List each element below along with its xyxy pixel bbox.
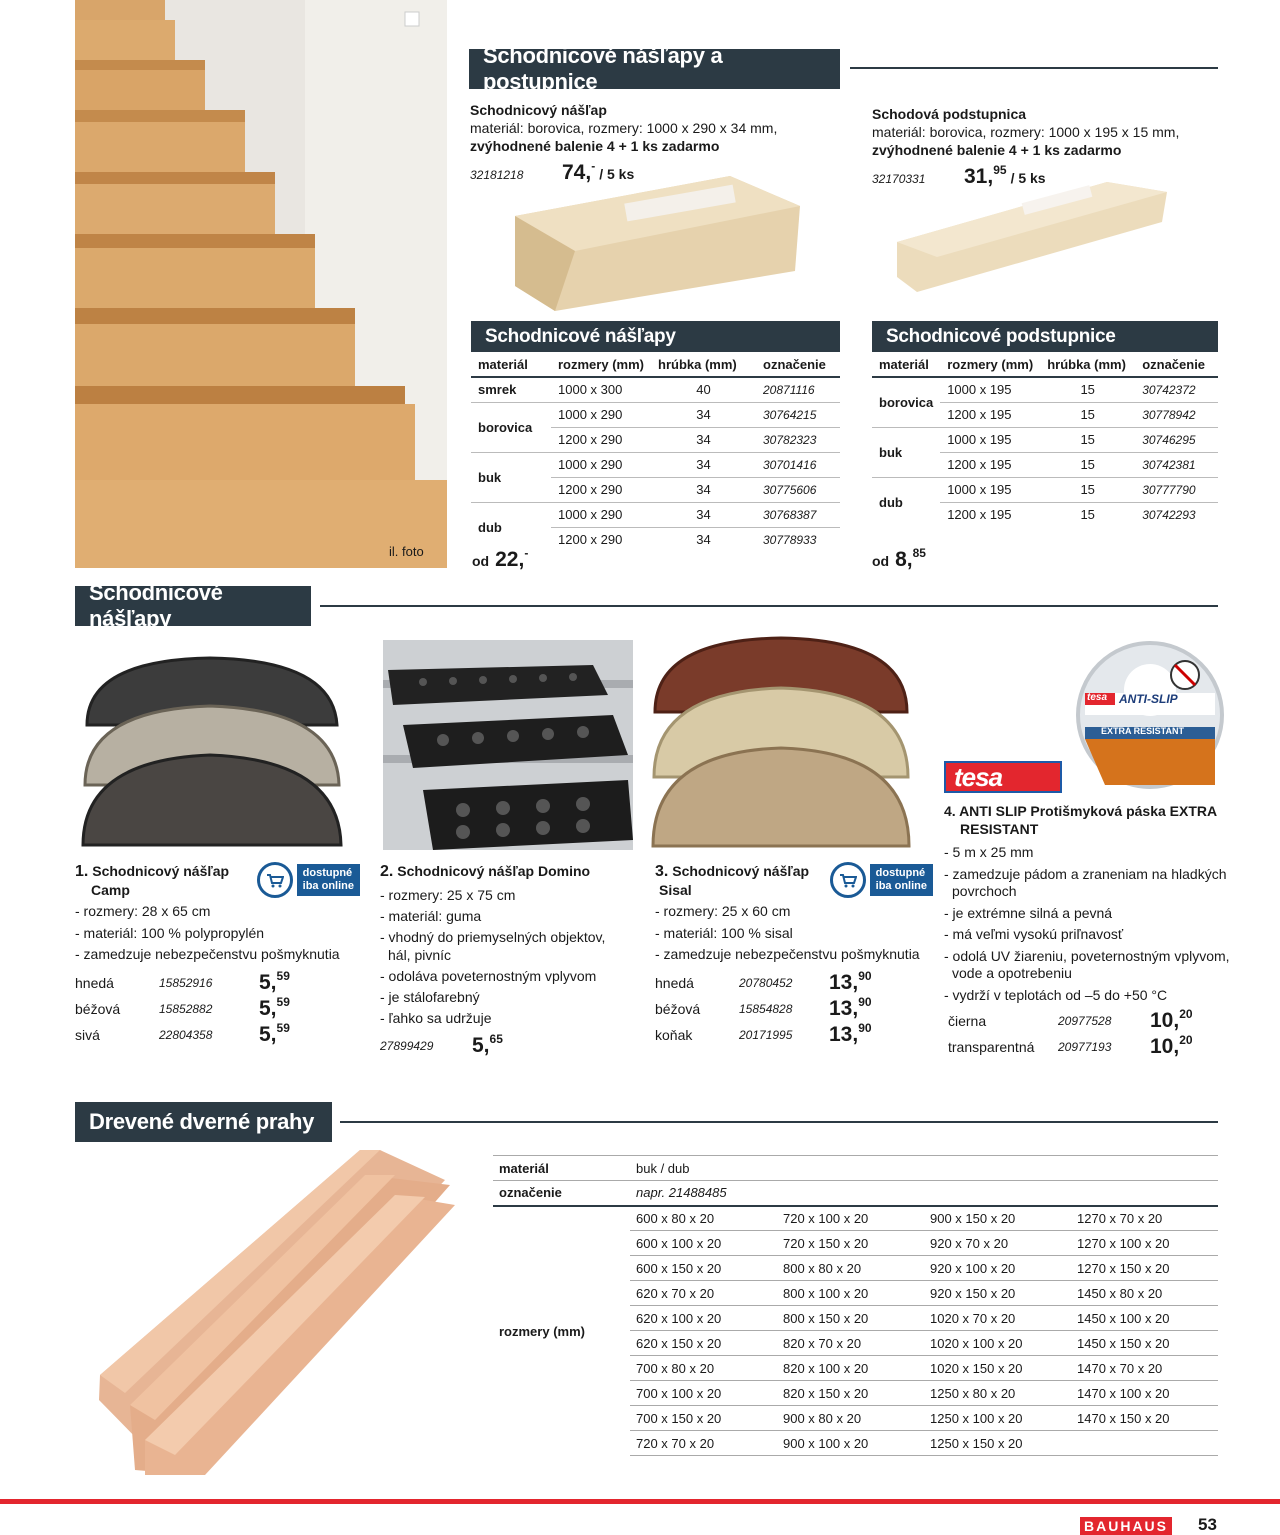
table-b-from-price: od 8,85	[872, 546, 926, 571]
product-tesa-tape: 4. ANTI SLIP Protišmyková páska EXTRA RESISTANT - 5 m x 25 mm - zamedzuje pádom a zraneniam na hladkých povrchoch - je extrémne silná a pevná - má veľmi vysokú priľnavosť - odolá UV žiareniu, poveternostným vplyvom, vode a opotrebeniu - vydrží v teplotách od –5 do +50 °C čierna 20977528 10,20 transparentná 20977193 10,20	[944, 803, 1230, 1058]
section2-rule	[320, 605, 1218, 607]
product-name: Schodnicový nášľap	[470, 102, 607, 118]
product-domino: 2. Schodnicový nášľap Domino - rozmery: 25 x 75 cm - materiál: guma - vhodný do priemyselných objektov, hál, pivníc - odoláva poveternostným vplyvom - je stálofarebný - ľahko sa udržuje 27899429 5,65	[380, 863, 606, 1057]
product-stair-tread	[470, 101, 850, 185]
tesa-logo-text: tesa	[954, 761, 1003, 792]
door-threshold-image	[95, 1145, 460, 1480]
online-badge: dostupné iba online	[830, 862, 933, 898]
product-name: Schodová podstupnica	[872, 106, 1027, 122]
table-a-title: Schodnicové nášľapy	[471, 321, 840, 352]
pack-brand: tesa	[1087, 692, 1108, 703]
section1-title: Schodnicové nášľapy a postupnice	[469, 49, 840, 89]
product-price: 31,95	[964, 163, 1007, 188]
cart-icon	[257, 862, 293, 898]
stair-tread-image	[515, 176, 800, 311]
table-b-title: Schodnicové podstupnice	[872, 321, 1218, 352]
page-number: 53	[1198, 1515, 1217, 1534]
section3-title: Drevené dverné prahy	[75, 1102, 332, 1142]
sisal-mats-image	[650, 632, 912, 850]
product-unit: / 5 ks	[1010, 170, 1046, 186]
product-desc: materiál: borovica, rozmery: 1000 x 290 x 34 mm,	[470, 120, 778, 136]
bauhaus-logo: BAUHAUS	[1080, 1517, 1172, 1535]
online-badge: dostupné iba online	[257, 862, 360, 898]
section1-rule	[850, 67, 1218, 69]
section3-rule	[340, 1121, 1218, 1123]
stairs-photo	[75, 0, 447, 568]
product-offer: zvýhodnené balenie 4 + 1 ks zadarmo	[470, 138, 720, 154]
product-sisal: 3. Schodnicový nášľap Sisal dostupné iba online - rozmery: 25 x 60 cm - materiál: 100 % sisal - zamedzuje nebezpečenstvu pošmyknutia hnedá 20780452 13,90 béžová 15854828 13,90 koňak 20171995 13,90	[655, 862, 925, 1048]
table-a-from-price: od 22,-	[472, 546, 529, 571]
photo-note: il. foto	[389, 544, 424, 559]
product-desc: materiál: borovica, rozmery: 1000 x 195 x 15 mm,	[872, 124, 1180, 140]
table-b: materiál rozmery (mm) hrúbka (mm) označenie borovica 1000 x 195 15 30742372 1200 x 195 15 30778942 buk 1000 x 195 15 30746295 1200 x 195 15 30742381 dub 1000 x 195 15 30777790 1200 x 195 15 30742293	[872, 352, 1218, 527]
riser-image	[897, 182, 1167, 292]
product-code: 32181218	[470, 168, 524, 182]
camp-mats-image	[75, 640, 345, 850]
pack-title: ANTI-SLIP	[1119, 692, 1178, 706]
tesa-tape-image	[1075, 635, 1225, 795]
product-riser	[872, 105, 1222, 189]
cart-icon	[830, 862, 866, 898]
product-offer: zvýhodnené balenie 4 + 1 ks zadarmo	[872, 142, 1122, 158]
product-code: 32170331	[872, 172, 926, 186]
table-a: materiál rozmery (mm) hrúbka (mm) označenie smrek 1000 x 300 40 20871116 borovica 1000 x 290 34 30764215 1200 x 290 34 30782323 buk 1000 x 290 34 30701416 1200 x 290 34 30775606 dub 1000 x 290 34 30768387 1200 x 290 34 30778933	[471, 352, 840, 552]
product-price: 74,-	[562, 159, 596, 184]
tesa-logo	[944, 761, 1062, 793]
domino-mats-image	[383, 640, 633, 850]
section2-title: Schodnicové nášľapy	[75, 586, 311, 626]
product-camp: 1. Schodnicový nášľap Camp dostupné iba online - rozmery: 28 x 65 cm - materiál: 100 % polypropylén - zamedzuje nebezpečenstvu pošmyknutia hnedá 15852916 5,59 béžová 15852882 5,59 sivá 22804358 5,59	[75, 862, 365, 1048]
pack-sub: EXTRA RESISTANT	[1101, 726, 1185, 736]
product-unit: / 5 ks	[599, 166, 635, 182]
footer-red-line	[0, 1499, 1280, 1504]
thresholds-table: materiál buk / dub označenie napr. 21488485 rozmery (mm) 600 x 80 x 20 720 x 100 x 20 900 x 150 x 20 1270 x 70 x 20 600 x 100 x 20 720 x 150 x 20 920 x 70 x 20 1270 x 100 x 20 600 x 150 x 20 800 x 80 x 20 920 x 100 x 20 1270 x 150 x 20 620 x 70 x 20 800 x 100 x 20 920 x 150 x 20 1450 x 80 x 20 620 x 100 x 20 800 x 150 x 20 1020 x 70 x 20 1450 x 100 x 20 620 x 150 x 20 820 x 70 x 20 1020 x 100 x 20 1450 x 150 x 20 700 x 80 x 20 820 x 100 x 20 1020 x 150 x 20 1470 x 70 x 20 700 x 100 x 20 820 x 150 x 20 1250 x 80 x 20 1470 x 100 x 20 700 x 150 x 20 900 x 80 x 20 1250 x 100 x 20 1470 x 150 x 20 720 x 70 x 20 900 x 100 x 20 1250 x 150 x 20	[493, 1155, 1218, 1456]
